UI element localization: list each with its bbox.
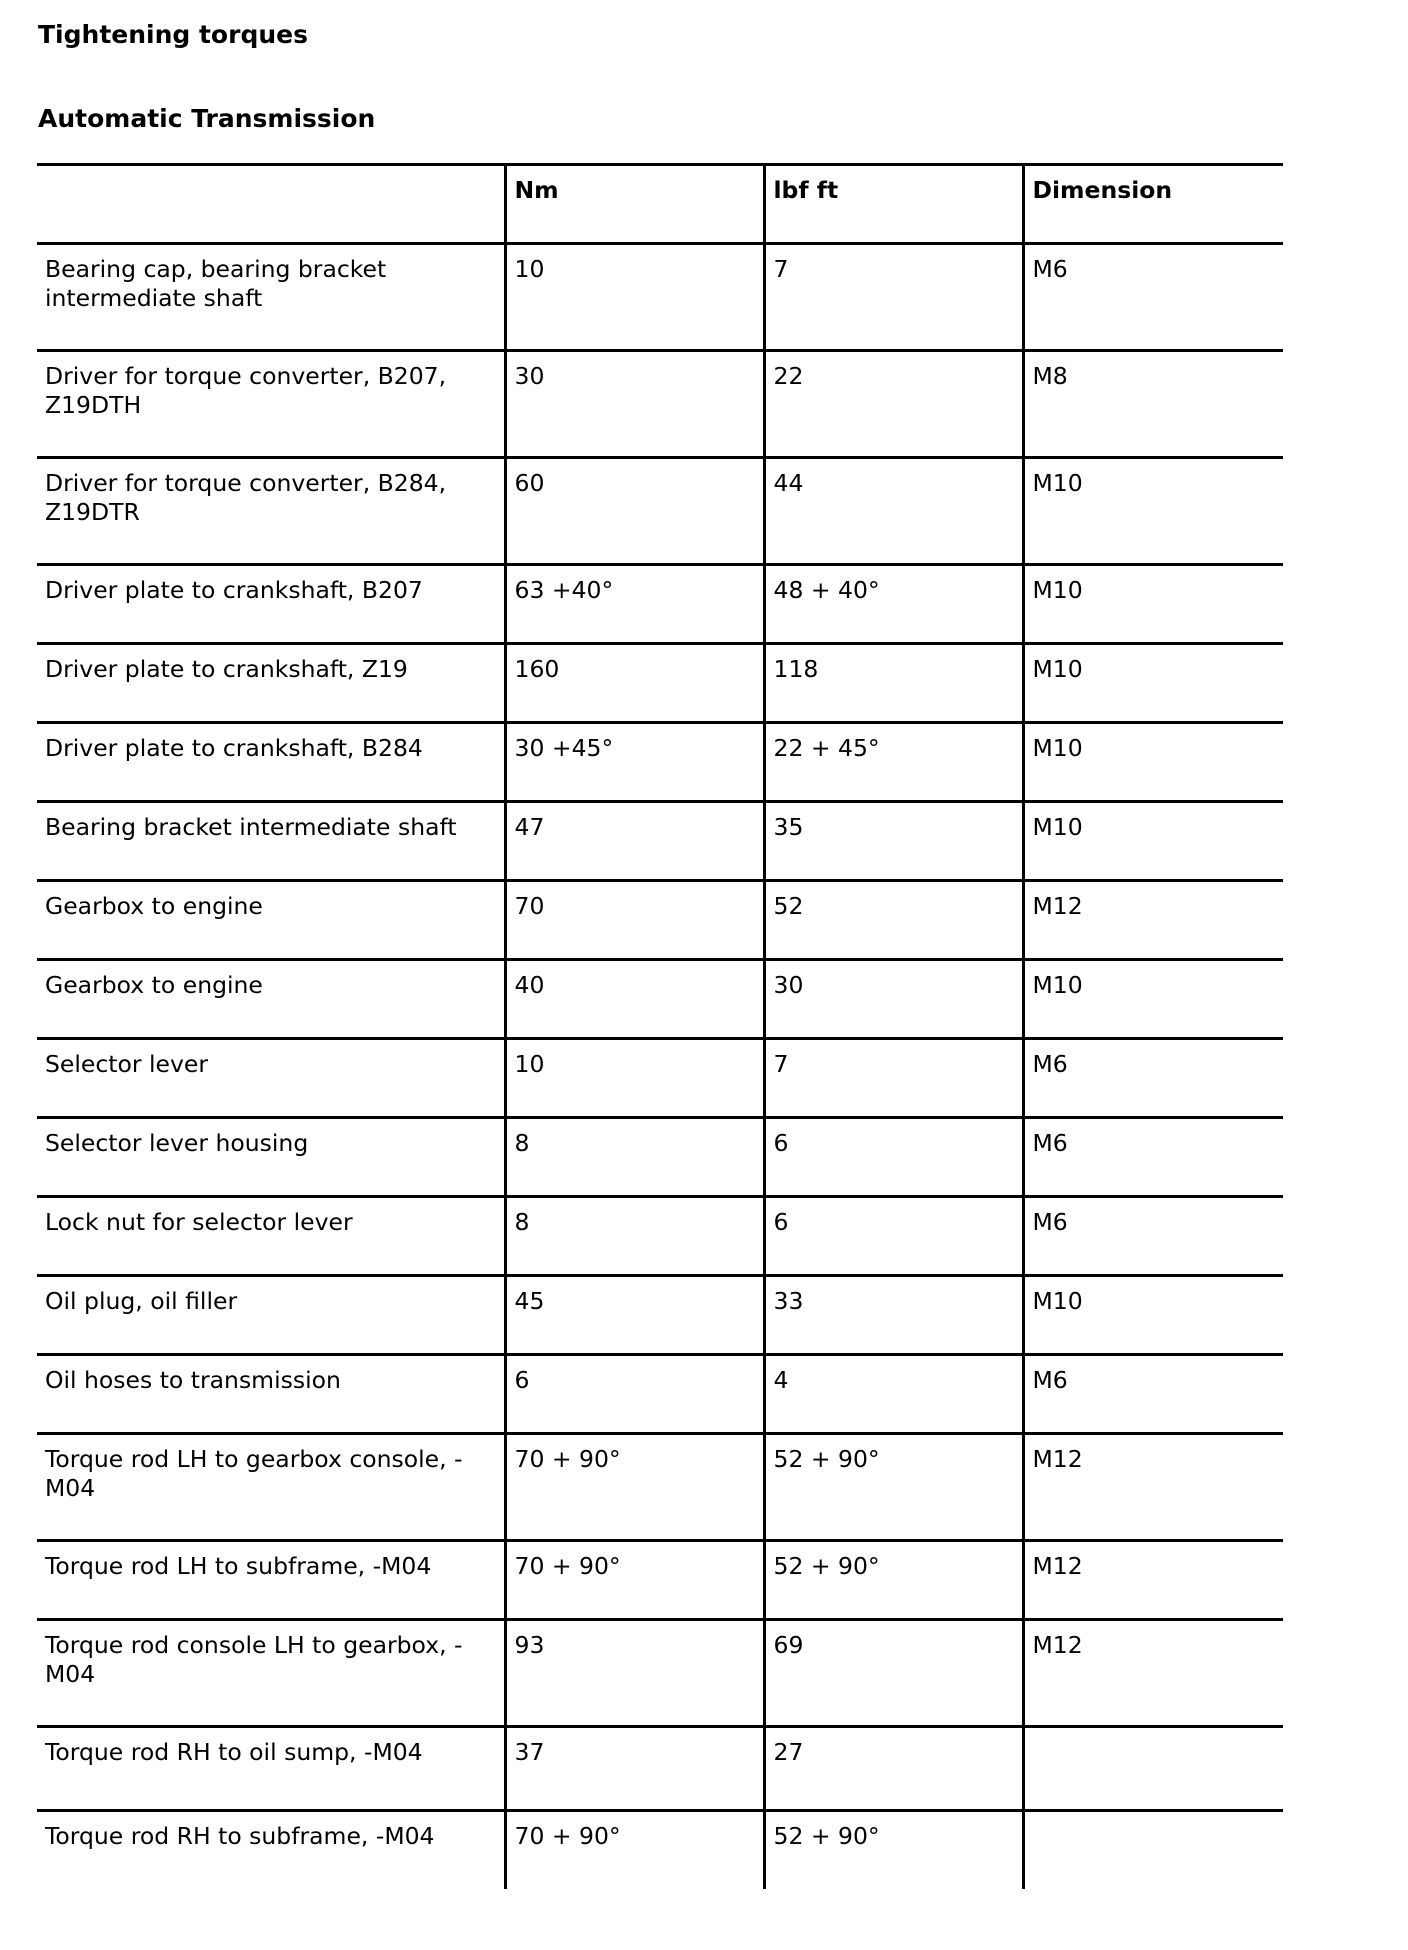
cell-dimension: M10 (1023, 960, 1283, 1039)
section-title: Automatic Transmission (38, 104, 376, 133)
table-row (37, 1197, 1283, 1276)
cell-dimension: M12 (1023, 1434, 1283, 1541)
cell-nm: 6 (505, 1355, 764, 1434)
torque-table (37, 163, 1283, 1889)
cell-lbf-ft: 44 (764, 458, 1023, 565)
cell-description: Driver plate to crankshaft, Z19 (37, 644, 505, 723)
cell-lbf-ft: 22 (764, 351, 1023, 458)
cell-nm: 45 (505, 1276, 764, 1355)
cell-lbf-ft: 6 (764, 1197, 1023, 1276)
cell-dimension: M6 (1023, 1355, 1283, 1434)
table-row (37, 1434, 1283, 1541)
cell-dimension: M10 (1023, 802, 1283, 881)
table-row (37, 1727, 1283, 1811)
cell-dimension: M10 (1023, 1276, 1283, 1355)
cell-dimension: M6 (1023, 1039, 1283, 1118)
cell-description: Bearing cap, bearing bracket intermediate shaft (37, 244, 505, 351)
table-row (37, 1039, 1283, 1118)
cell-description: Selector lever housing (37, 1118, 505, 1197)
table-row (37, 458, 1283, 565)
cell-nm: 10 (505, 244, 764, 351)
cell-description: Bearing bracket intermediate shaft (37, 802, 505, 881)
cell-dimension: M10 (1023, 565, 1283, 644)
cell-lbf-ft: 7 (764, 244, 1023, 351)
header-nm: Nm (505, 165, 764, 244)
cell-description: Driver plate to crankshaft, B284 (37, 723, 505, 802)
cell-lbf-ft: 27 (764, 1727, 1023, 1811)
cell-nm: 70 + 90° (505, 1434, 764, 1541)
cell-nm: 40 (505, 960, 764, 1039)
cell-nm: 70 + 90° (505, 1811, 764, 1889)
cell-dimension: M6 (1023, 1197, 1283, 1276)
cell-dimension: M12 (1023, 1541, 1283, 1620)
cell-nm: 37 (505, 1727, 764, 1811)
cell-description: Torque rod LH to subframe, -M04 (37, 1541, 505, 1620)
table-row (37, 1541, 1283, 1620)
cell-dimension: M8 (1023, 351, 1283, 458)
cell-description: Torque rod LH to gearbox console, -M04 (37, 1434, 505, 1541)
cell-dimension: M12 (1023, 1620, 1283, 1727)
cell-description: Torque rod RH to oil sump, -M04 (37, 1727, 505, 1811)
table-row (37, 960, 1283, 1039)
cell-description: Oil plug, oil filler (37, 1276, 505, 1355)
cell-description: Gearbox to engine (37, 960, 505, 1039)
cell-lbf-ft: 52 + 90° (764, 1434, 1023, 1541)
cell-lbf-ft: 30 (764, 960, 1023, 1039)
cell-nm: 30 (505, 351, 764, 458)
cell-lbf-ft: 52 (764, 881, 1023, 960)
header-lbf-ft: lbf ft (764, 165, 1023, 244)
cell-description: Driver for torque converter, B207, Z19DTH (37, 351, 505, 458)
cell-nm: 70 (505, 881, 764, 960)
cell-nm: 60 (505, 458, 764, 565)
cell-lbf-ft: 118 (764, 644, 1023, 723)
table-row (37, 1620, 1283, 1727)
table-row (37, 723, 1283, 802)
table-row (37, 565, 1283, 644)
page-title: Tightening torques (38, 20, 308, 49)
cell-nm: 63 +40° (505, 565, 764, 644)
table-row (37, 1811, 1283, 1889)
table-row (37, 244, 1283, 351)
cell-lbf-ft: 33 (764, 1276, 1023, 1355)
cell-nm: 160 (505, 644, 764, 723)
table-row (37, 1355, 1283, 1434)
table-row (37, 1276, 1283, 1355)
cell-dimension: M6 (1023, 244, 1283, 351)
cell-lbf-ft: 35 (764, 802, 1023, 881)
cell-dimension: M10 (1023, 644, 1283, 723)
cell-dimension: M6 (1023, 1118, 1283, 1197)
header-dimension: Dimension (1023, 165, 1283, 244)
cell-dimension (1023, 1727, 1283, 1811)
cell-lbf-ft: 4 (764, 1355, 1023, 1434)
cell-lbf-ft: 7 (764, 1039, 1023, 1118)
table-header-row (37, 165, 1283, 244)
cell-description: Driver for torque converter, B284, Z19DTR (37, 458, 505, 565)
cell-nm: 30 +45° (505, 723, 764, 802)
cell-nm: 10 (505, 1039, 764, 1118)
cell-dimension (1023, 1811, 1283, 1889)
cell-nm: 8 (505, 1118, 764, 1197)
cell-lbf-ft: 6 (764, 1118, 1023, 1197)
table-row (37, 644, 1283, 723)
cell-lbf-ft: 69 (764, 1620, 1023, 1727)
cell-nm: 8 (505, 1197, 764, 1276)
table-row (37, 351, 1283, 458)
cell-lbf-ft: 22 + 45° (764, 723, 1023, 802)
cell-description: Torque rod RH to subframe, -M04 (37, 1811, 505, 1889)
cell-lbf-ft: 48 + 40° (764, 565, 1023, 644)
cell-lbf-ft: 52 + 90° (764, 1541, 1023, 1620)
cell-description: Selector lever (37, 1039, 505, 1118)
cell-nm: 93 (505, 1620, 764, 1727)
cell-description: Gearbox to engine (37, 881, 505, 960)
cell-description: Driver plate to crankshaft, B207 (37, 565, 505, 644)
cell-description: Torque rod console LH to gearbox, -M04 (37, 1620, 505, 1727)
cell-dimension: M12 (1023, 881, 1283, 960)
table-row (37, 881, 1283, 960)
cell-dimension: M10 (1023, 723, 1283, 802)
header-description (37, 165, 505, 244)
cell-description: Oil hoses to transmission (37, 1355, 505, 1434)
cell-description: Lock nut for selector lever (37, 1197, 505, 1276)
cell-nm: 70 + 90° (505, 1541, 764, 1620)
table-row (37, 802, 1283, 881)
cell-dimension: M10 (1023, 458, 1283, 565)
cell-lbf-ft: 52 + 90° (764, 1811, 1023, 1889)
cell-nm: 47 (505, 802, 764, 881)
table-row (37, 1118, 1283, 1197)
